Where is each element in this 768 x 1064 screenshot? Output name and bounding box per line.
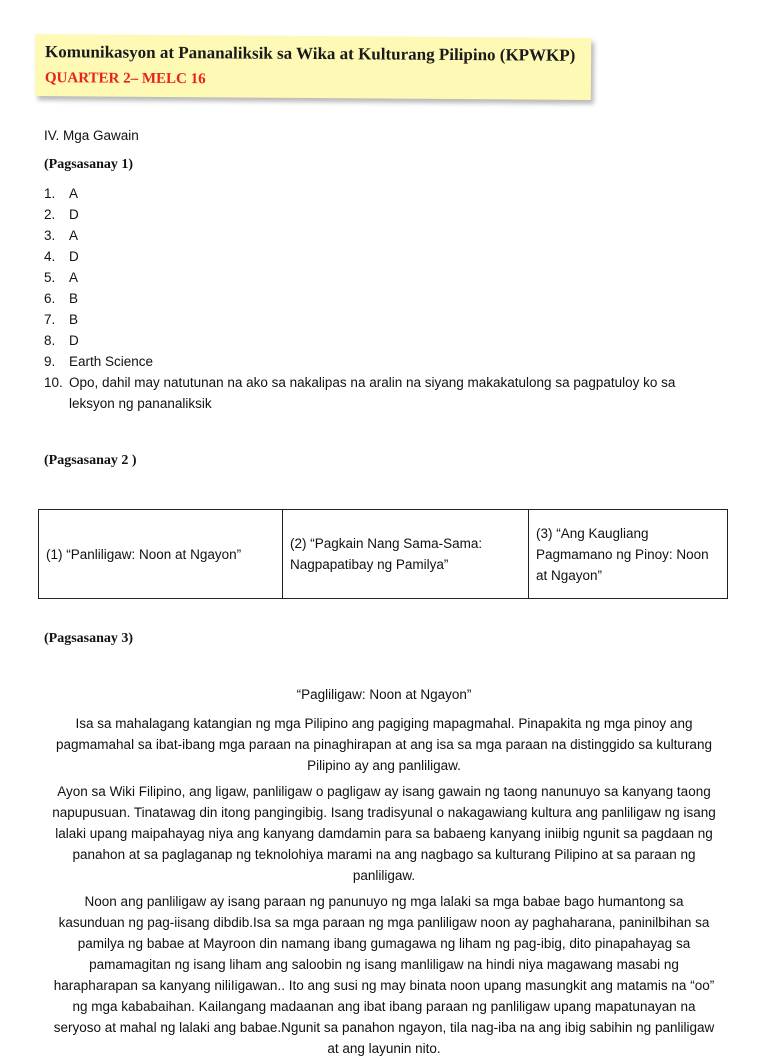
list-item: 9. Earth Science [44,354,154,369]
list-item: 10. Opo, dahil may natutunan na ako sa nakalipas na aralin na siyang makakatulong sa pagpatuloy ko sa leksyon ng pananaliksik [44,375,676,411]
quarter-subtitle: QUARTER 2– MELC 16 [44,70,206,88]
list-item: 6. B [44,291,79,306]
list-item: 4. D [44,249,79,264]
list-item: 7. B [44,312,79,327]
table-cell: (2) “Pagkain Nang Sama-Sama: Nagpapatibay ng Pamilya” [283,510,529,598]
document-title: Komunikasyon at Pananaliksik sa Wika at Kulturang Pilipino (KPWKP) [45,42,576,65]
essay [50,684,718,1064]
list-item: 5. A [44,270,79,285]
essay-paragraph: Noon ang panliligaw ay isang paraan ng panunuyo ng mga lalaki sa mga babae bago humantong sa kasunduan ng pag-iisang dibdib.Isa sa mga paraan ng mga panliligaw noon ay paghaharana, paninilbihan sa pamilya ng babae at Mayroon din namang ibang gumagawa ng liham ng pag-ibig, dito pinapahayag sa pamamagitan ng isang liham ang saloobin ng isang manliligaw na hindi niya magawang masabi ng harapharapan sa kanyang niliIigawan.. Ito ang susi ng may binata noon upang masungkit ang matamis na “oo” ng mga kababaihan. Kailangang madaanan ang ibat ibang paraan ng panliligaw upang mapatunayan na seryoso at mahal ng lalaki ang babae.Ngunit sa panahon ngayon, tila nag-iba na ang ibig sabihin ng panliligaw at ang layunin nito. [53,894,715,1056]
list-item: 2. D [44,207,79,222]
essay-paragraph: Isa sa mahalagang katangian ng mga Pilipino ang pagiging mapagmahal. Pinapakita ng mga pinoy ang pagmamahal sa ibat-ibang mga paraan na pinaghirapan at ang isa sa mga paraan na distinggido sa kulturang Pilipino ay ang panliligaw. [56,716,712,773]
header-card [35,34,591,100]
table-cell: (1) “Panliligaw: Noon at Ngayon” [39,510,283,598]
topics-table [38,509,728,599]
table-cell: (3) “Ang Kaugliang Pagmamano ng Pinoy: Noon at Ngayon” [536,525,709,583]
pagsasanay-3-heading: (Pagsasanay 3) [44,631,134,646]
pagsasanay-2-heading: (Pagsasanay 2 ) [44,453,137,468]
pagsasanay-1-heading: (Pagsasanay 1) [44,157,134,172]
essay-title: “Pagliligaw: Noon at Ngayon” [296,687,472,702]
list-item: 3. A [44,228,79,243]
answer-list [44,183,709,414]
section-title: IV. Mga Gawain [44,128,139,143]
essay-paragraph: Ayon sa Wiki Filipino, ang ligaw, panliligaw o pagligaw ay isang gawain ng taong nanunuyo sa kanyang taong napupusuan. Tinatawag din itong pangingibig. Isang tradisyunal o nakagawiang kultura ang panliligaw ng isang lalaki upang maipahayag niya ang kanyang damdamin para sa babaeng kanyang iniibig ngunit sa pagdaan ng panahon at sa paglaganap ng teknolohiya marami na ang nagbago sa kulturang Pilipino at sa paraan ng panliligaw. [52,784,716,883]
list-item: 8. D [44,333,79,348]
list-item: 1. A [44,186,79,201]
